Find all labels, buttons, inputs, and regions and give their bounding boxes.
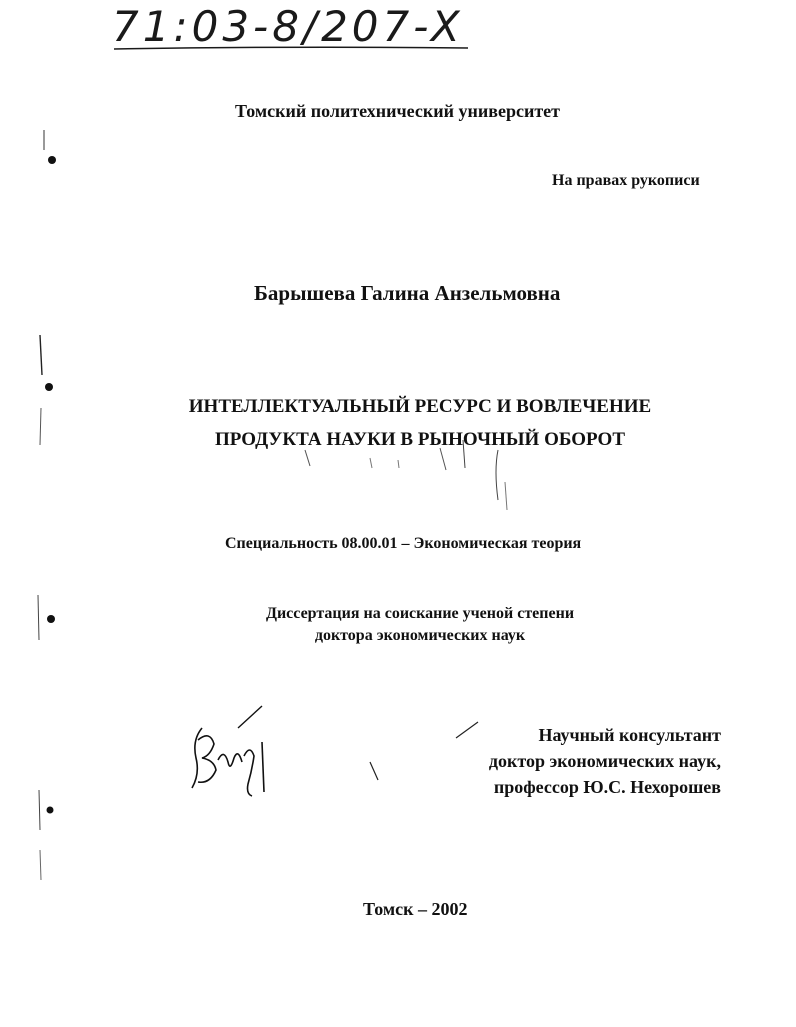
author-name: Барышева Галина Анзельмовна bbox=[254, 281, 561, 305]
title-line-2: ПРОДУКТА НАУКИ В РЫНОЧНЫЙ ОБОРОТ bbox=[214, 429, 626, 450]
consultant-line-2: доктор экономических наук, bbox=[488, 751, 721, 771]
consultant-line-1: Научный консультант bbox=[538, 725, 721, 745]
title-line-1: ИНТЕЛЛЕКТУАЛЬНЫЙ РЕСУРС И ВОВЛЕЧЕНИЕ bbox=[188, 396, 652, 417]
dissertation-title bbox=[120, 390, 720, 456]
dissertation-line-1: Диссертация на соискание ученой степени bbox=[265, 605, 575, 622]
dissertation-line-2: доктора экономических наук bbox=[314, 627, 526, 644]
archive-code: 71:03-8/207-X bbox=[112, 2, 464, 51]
scientific-consultant bbox=[440, 722, 721, 800]
dissertation-degree bbox=[180, 603, 660, 647]
specialty: Специальность 08.00.01 – Экономическая теория bbox=[225, 535, 582, 552]
rights-note: На правах рукописи bbox=[552, 172, 700, 189]
consultant-line-3: профессор Ю.С. Нехорошев bbox=[493, 777, 721, 797]
city-year: Томск – 2002 bbox=[363, 899, 468, 919]
university-name: Томский политехнический университет bbox=[235, 101, 560, 121]
signature-image bbox=[180, 700, 280, 800]
